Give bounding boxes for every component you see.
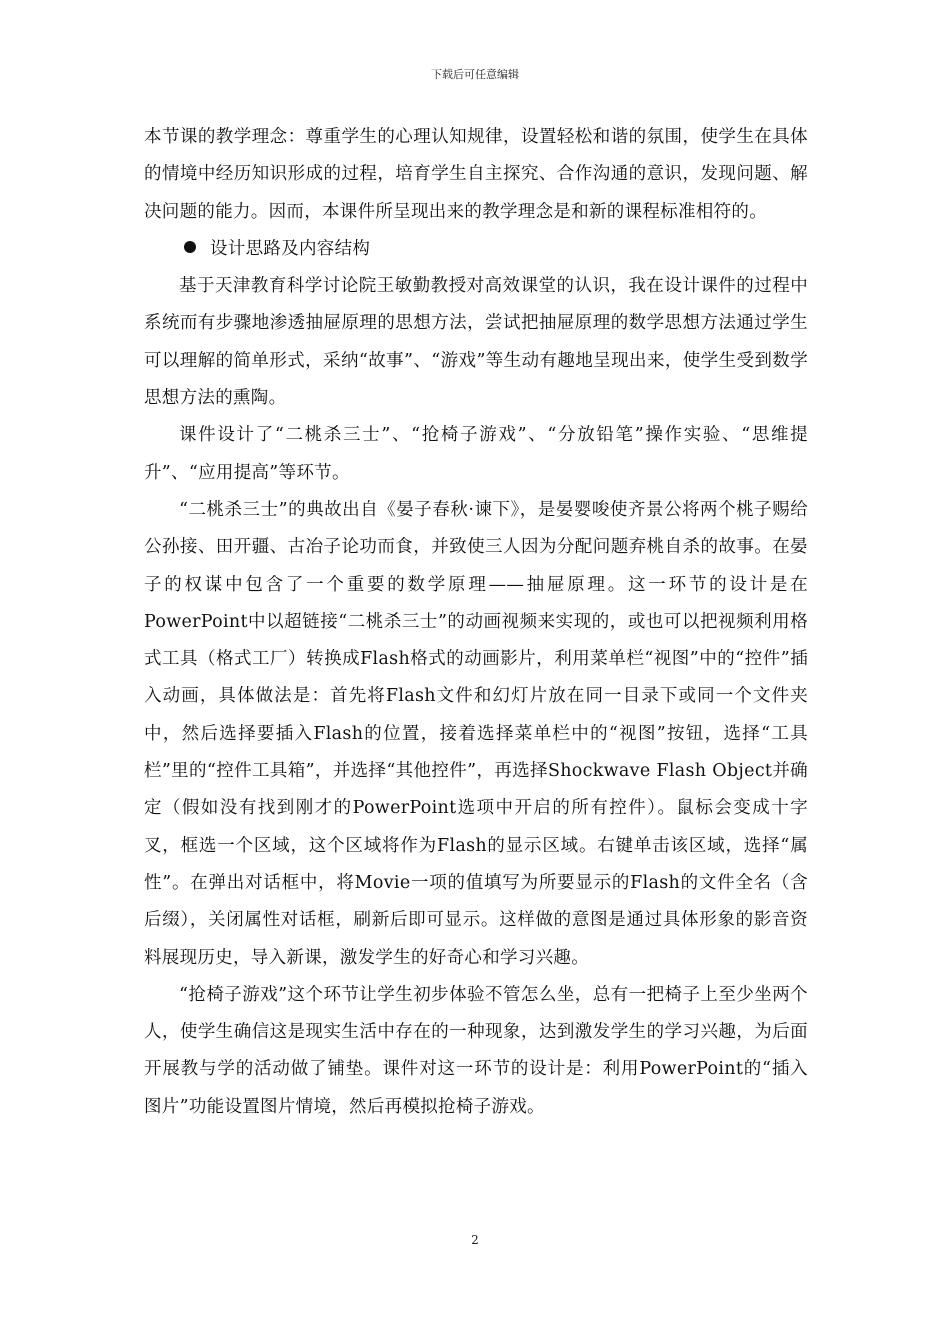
paragraph-two-peaches-story: “二桃杀三士”的典故出自《晏子春秋·谏下》，是晏婴唆使齐景公将两个桃子赐给公孙接、田开疆、古冶子论功而食，并致使三人因为分配问题弃桃自杀的故事。在晏子的权谋中包含了一个重要的数学原理——抽屉原理。这一环节的设计是在PowerPoint中以超链接“二桃杀三士”的动画视频来实现的，或也可以把视频利用格式工具（格式工厂）转换成Flash格式的动画影片，利用菜单栏“视图”中的“控件”插入动画，具体做法是：首先将Flash文件和幻灯片放在同一目录下或同一个文件夹中，然后选择要插入Flash的位置，接着选择菜单栏中的“视图”按钮，选择“工具栏”里的“控件工具箱”，并选择“其他控件”，再选择Shockwave Flash Object并确定（假如没有找到刚才的PowerPoint选项中开启的所有控件）。鼠标会变成十字叉，框选一个区域，这个区域将作为Flash的显示区域。右键单击该区域，选择“属性”。在弹出对话框中，将Movie一项的值填写为所要显示的Flash的文件全名（含后缀），关闭属性对话框，刷新后即可显示。这样做的意图是通过具体形象的影音资料展现历史，导入新课，激发学生的好奇心和学习兴趣。 [144, 499, 808, 968]
page-number: 2 [471, 1233, 479, 1247]
paragraph-courseware-segments: 课件设计了“二桃杀三士”、“抢椅子游戏”、“分放铅笔”操作实验、“思维提升”、“应用提高”等环节。 [144, 425, 808, 483]
page-header: 下载后可任意编辑 [431, 68, 519, 81]
section-heading-text: 设计思路及内容结构 [210, 238, 371, 259]
paragraph-chair-game: “抢椅子游戏”这个环节让学生初步体验不管怎么坐，总有一把椅子上至少坐两个人，使学生确信这是现实生活中存在的一种现象，达到激发学生的学习兴趣，为后面开展教与学的活动做了铺垫。课件对这一环节的设计是：利用PowerPoint的“插入图片”功能设置图片情境，然后再模拟抢椅子游戏。 [144, 984, 808, 1117]
paragraph-teaching-philosophy: 本节课的教学理念：尊重学生的心理认知规律，设置轻松和谐的氛围，使学生在具体的情境中经历知识形成的过程，培育学生自主探究、合作沟通的意识，发现问题、解决问题的能力。因而，本课件所呈现出来的教学理念是和新的课程标准相符的。 [144, 127, 808, 222]
paragraph-design-approach: 基于天津教育科学讨论院王敏勤教授对高效课堂的认识，我在设计课件的过程中系统而有步骤地渗透抽屉原理的思想方法，尝试把抽屉原理的数学思想方法通过学生可以理解的简单形式，采纳“故事”、“游戏”等生动有趣地呈现出来，使学生受到数学思想方法的熏陶。 [144, 276, 808, 409]
bullet-icon [184, 241, 196, 253]
section-heading [144, 231, 808, 268]
document-body [144, 119, 808, 1126]
